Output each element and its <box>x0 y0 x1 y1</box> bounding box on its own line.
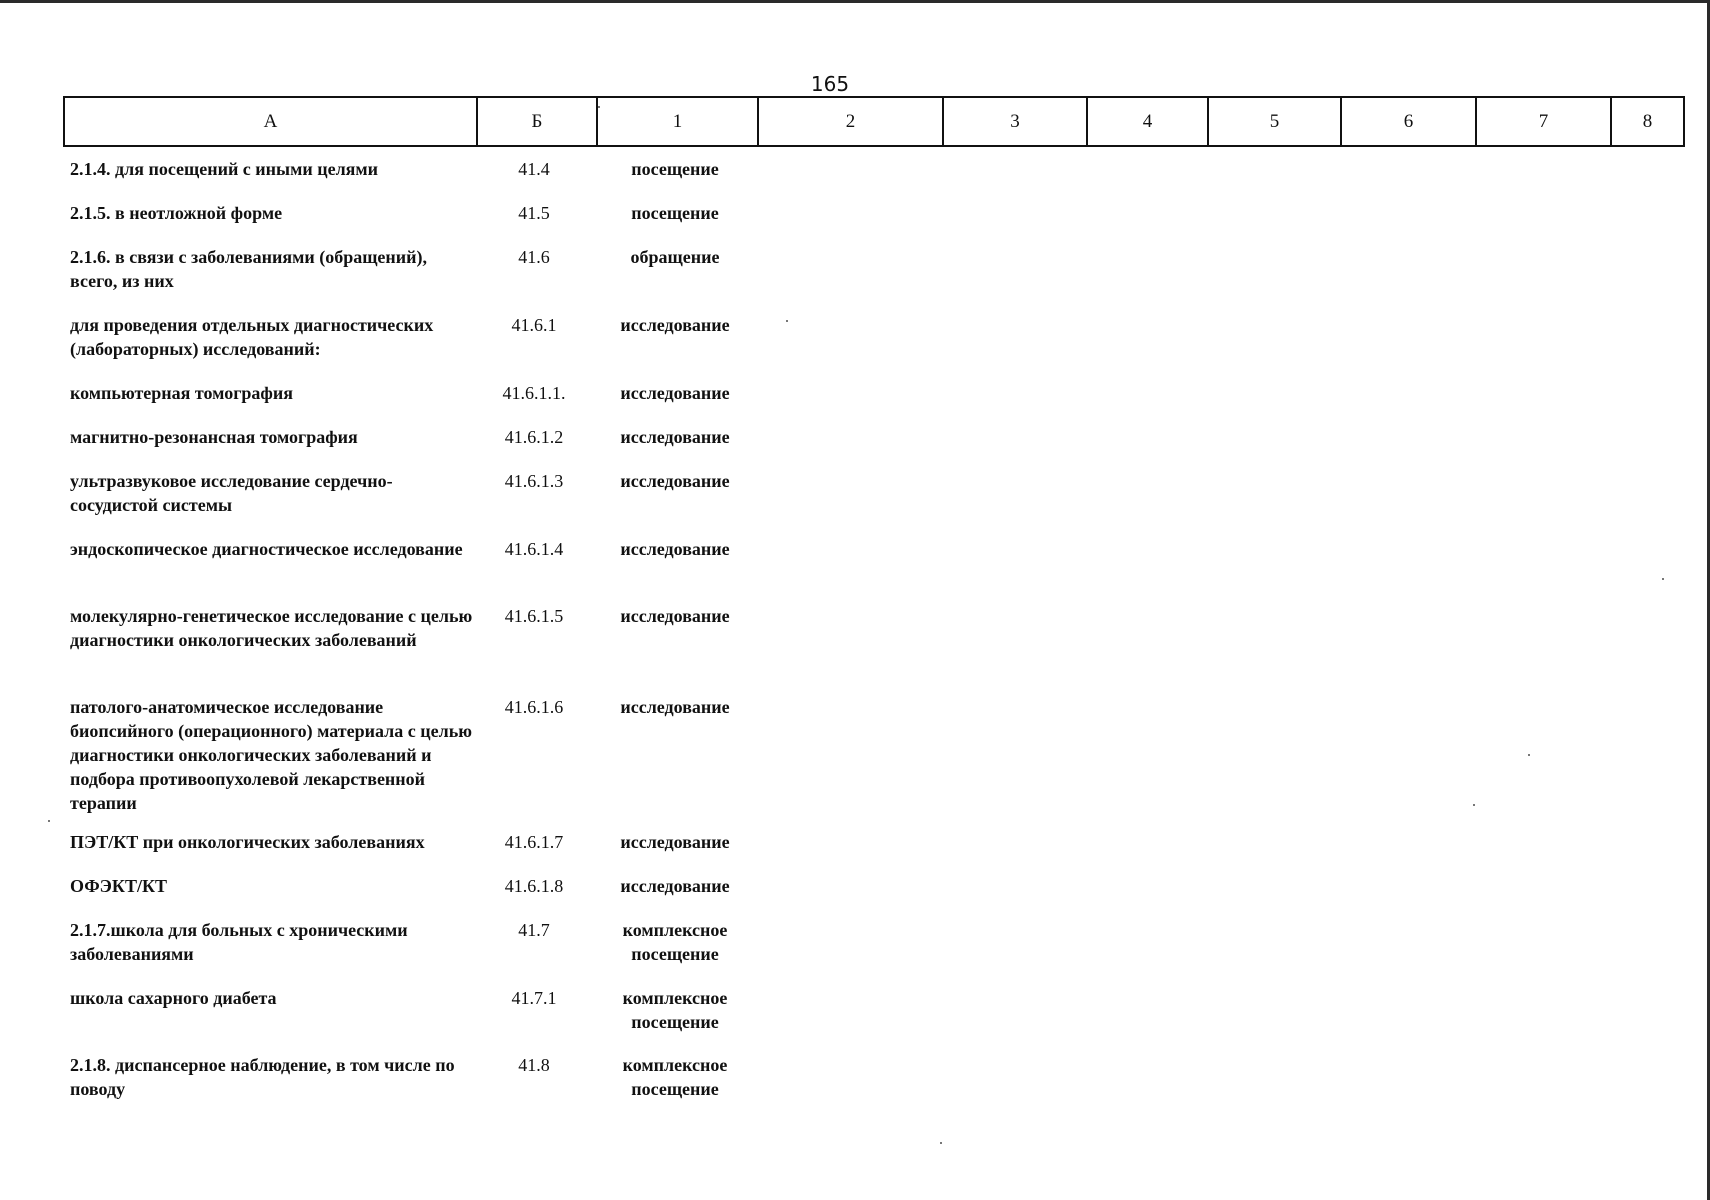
row-name: для проведения отдельных диагностических (лабораторных) исследований: <box>70 315 434 359</box>
header-col-5: 5 <box>1208 97 1341 146</box>
header-col-7: 7 <box>1476 97 1611 146</box>
row-unit: исследование <box>620 383 730 403</box>
header-col-2: 2 <box>758 97 943 146</box>
scan-speck <box>786 320 788 322</box>
row-unit: исследование <box>620 539 730 559</box>
row-name: магнитно-резонансная томография <box>70 427 358 447</box>
row-unit: комплексное посещение <box>622 988 728 1032</box>
row-unit: исследование <box>620 697 730 717</box>
row-name: 2.1.5. в неотложной форме <box>70 203 283 223</box>
row-name: 2.1.6. в связи с заболеваниями (обращений), всего, из них <box>70 247 428 291</box>
row-name: 2.1.4. для посещений с иными целями <box>70 159 379 179</box>
row-code: 41.5 <box>518 203 550 223</box>
row-code: 41.8 <box>518 1055 550 1075</box>
scan-speck <box>940 1142 942 1144</box>
row-name: 2.1.7.школа для больных с хроническими заболеваниями <box>70 920 408 964</box>
header-col-b: Б <box>477 97 597 146</box>
header-col-4: 4 <box>1087 97 1208 146</box>
row-code: 41.7.1 <box>511 988 557 1008</box>
row-code: 41.6.1.8 <box>504 876 564 896</box>
header-col-8: 8 <box>1611 97 1684 146</box>
row-name: 2.1.8. диспансерное наблюдение, в том числе по поводу <box>70 1055 455 1099</box>
row-unit: посещение <box>631 159 719 179</box>
scan-speck <box>598 106 600 108</box>
scan-speck <box>1662 578 1664 580</box>
header-col-a: А <box>64 97 477 146</box>
row-code: 41.4 <box>518 159 550 179</box>
scan-speck <box>1528 754 1530 756</box>
header-col-3: 3 <box>943 97 1087 146</box>
row-code: 41.6.1.2 <box>504 427 564 447</box>
row-unit: исследование <box>620 427 730 447</box>
row-name: ультразвуковое исследование сердечно-сосудистой системы <box>70 471 393 515</box>
row-name: эндоскопическое диагностическое исследование <box>70 539 463 559</box>
header-col-6: 6 <box>1341 97 1476 146</box>
row-code: 41.6.1.5 <box>504 606 564 626</box>
row-code: 41.7 <box>518 920 550 940</box>
row-unit: исследование <box>620 471 730 491</box>
row-unit: посещение <box>631 203 719 223</box>
header-col-1: 1 <box>597 97 758 146</box>
row-unit: исследование <box>620 606 730 626</box>
row-unit: исследование <box>620 832 730 852</box>
row-code: 41.6.1.1. <box>502 383 566 403</box>
row-unit: обращение <box>630 247 720 267</box>
row-name: молекулярно-генетическое исследование с целью диагностики онкологических заболеваний <box>70 606 473 650</box>
row-name: ОФЭКТ/КТ <box>70 876 168 896</box>
row-name: патолого-анатомическое исследование биопсийного (операционного) материала с целью диагностики онкологических заболеваний и подбора противоопухолевой лекарственной терапии <box>70 697 473 813</box>
row-unit: комплексное посещение <box>622 1055 728 1099</box>
row-code: 41.6.1.4 <box>504 539 564 559</box>
row-unit: исследование <box>620 876 730 896</box>
page-number: 165 <box>810 72 850 96</box>
row-name: школа сахарного диабета <box>70 988 277 1008</box>
row-name: ПЭТ/КТ при онкологических заболеваниях <box>70 832 425 852</box>
row-code: 41.6.1 <box>511 315 557 335</box>
scan-speck <box>48 820 50 822</box>
row-unit: комплексное посещение <box>622 920 728 964</box>
row-code: 41.6.1.3 <box>504 471 564 491</box>
row-code: 41.6.1.7 <box>504 832 564 852</box>
row-unit: исследование <box>620 315 730 335</box>
row-code: 41.6.1.6 <box>504 697 564 717</box>
row-name: компьютерная томография <box>70 383 293 403</box>
scan-speck <box>1473 804 1475 806</box>
row-code: 41.6 <box>518 247 550 267</box>
